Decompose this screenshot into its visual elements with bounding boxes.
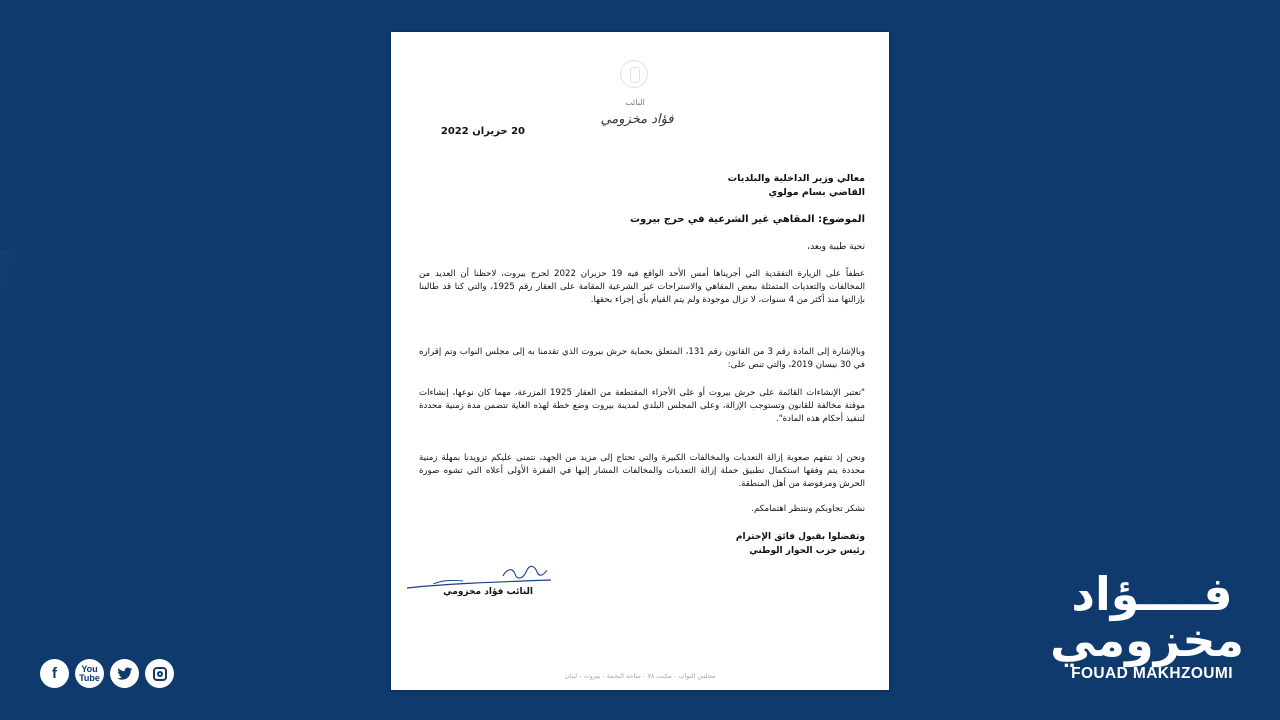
letter-subject: الموضوع: المقاهي غير الشرعية في حرج بيروت bbox=[629, 214, 865, 225]
letter-paragraph-1: عطفاً على الزيارة التفقدية التي أجريناها أمس الأحد الواقع فيه 19 حزيران 2022 لحرج بيروت، لاحظنا أن العديد من المخالفات والتعديات المتمثلة ببعض المقاهي والاستراحات غير الشرعية المقامة على العقار رقم 1925، والتي كنا قد طالبنا بإزالتها منذ أكثر من 4 سنوات، لا تزال موجودة ولم يتم القيام بأي إجراء بحقها. bbox=[419, 269, 865, 305]
facebook-glyph: f bbox=[52, 665, 57, 682]
letter-paragraph-2: وبالإشارة إلى المادة رقم 3 من القانون رقم 131، المتعلق بحماية حرش بيروت الذي تقدمنا به إلى مجلس النواب وتم إقراره في 30 نيسان 2019، والتي تنص على: bbox=[419, 347, 865, 370]
parliament-crest-icon bbox=[620, 60, 648, 88]
closing-line-2: رئيس حزب الحوار الوطني bbox=[749, 546, 865, 556]
youtube-glyph-top: You bbox=[81, 663, 98, 674]
instagram-glyph bbox=[153, 667, 167, 681]
twitter-bird-icon bbox=[117, 667, 133, 681]
brand-english-name: FOUAD MAKHZOUMI bbox=[1071, 665, 1233, 682]
letter-closing bbox=[565, 530, 865, 558]
letter-date: 20 حزيران 2022 bbox=[440, 126, 525, 137]
letterhead-name: فؤاد مخزومي bbox=[600, 112, 674, 127]
letter-paragraph-3: "تعتبر الإنشاءات القائمة على حرش بيروت أو على الأجزاء المقتطعة من العقار 1925 المزرعة، مهما كان نوعها، إنشاءات موقتة مخالفة للقانون وتستوجب الإزالة، وعلى المجلس البلدي لمدينة بيروت وضع خطة لهذه الغاية تتضمن مدة زمنية محددة لتنفيذ أحكام هذه المادة". bbox=[419, 388, 866, 424]
letter-document bbox=[391, 32, 889, 690]
letter-thanks: نشكر تجاوبكم وننتظر اهتمامكم. bbox=[751, 504, 865, 514]
signer-name: النائب فؤاد مخزومي bbox=[443, 587, 533, 597]
social-icons bbox=[40, 659, 174, 689]
instagram-icon[interactable] bbox=[145, 659, 174, 688]
recipient-block bbox=[565, 172, 865, 200]
recipient-line-1: معالي وزير الداخلية والبلديات bbox=[727, 173, 865, 184]
facebook-icon[interactable] bbox=[40, 659, 69, 688]
brand-arabic-last-name: مخزومي bbox=[1050, 613, 1244, 667]
youtube-glyph-bottom: Tube bbox=[79, 672, 100, 683]
recipient-line-2: القاضي بسام مولوي bbox=[768, 187, 865, 198]
letter-paragraph-4: ونحن إذ نتفهم صعوبة إزالة التعديات والمخالفات الكبيرة والتي تحتاج إلى مزيد من الجهد، نتمنى عليكم تزويدنا بمهلة زمنية محددة يتم وفقها استكمال تطبيق حملة إزالة التعديات والمخالفات المشار إليها في الفقرة الأولى أعلاه التي تشوه صورة الحرش ومرفوضة من أهل المنطقة. bbox=[419, 453, 865, 489]
letter-footer: مجلس النواب - مكتب ٧٨ - ساحة النجمة - بيروت - لبنان bbox=[564, 672, 716, 680]
youtube-icon[interactable] bbox=[75, 659, 104, 688]
twitter-icon[interactable] bbox=[110, 659, 139, 688]
closing-line-1: وتفضلوا بقبول فائق الإحترام bbox=[735, 532, 865, 542]
letterhead-title: النائب bbox=[625, 98, 645, 107]
brand-arabic-first-name: فــــؤاد bbox=[1071, 567, 1233, 621]
background-streak bbox=[0, 250, 27, 290]
letter-greeting: تحية طيبة وبعد، bbox=[807, 242, 865, 252]
brand-logo bbox=[1050, 567, 1244, 683]
